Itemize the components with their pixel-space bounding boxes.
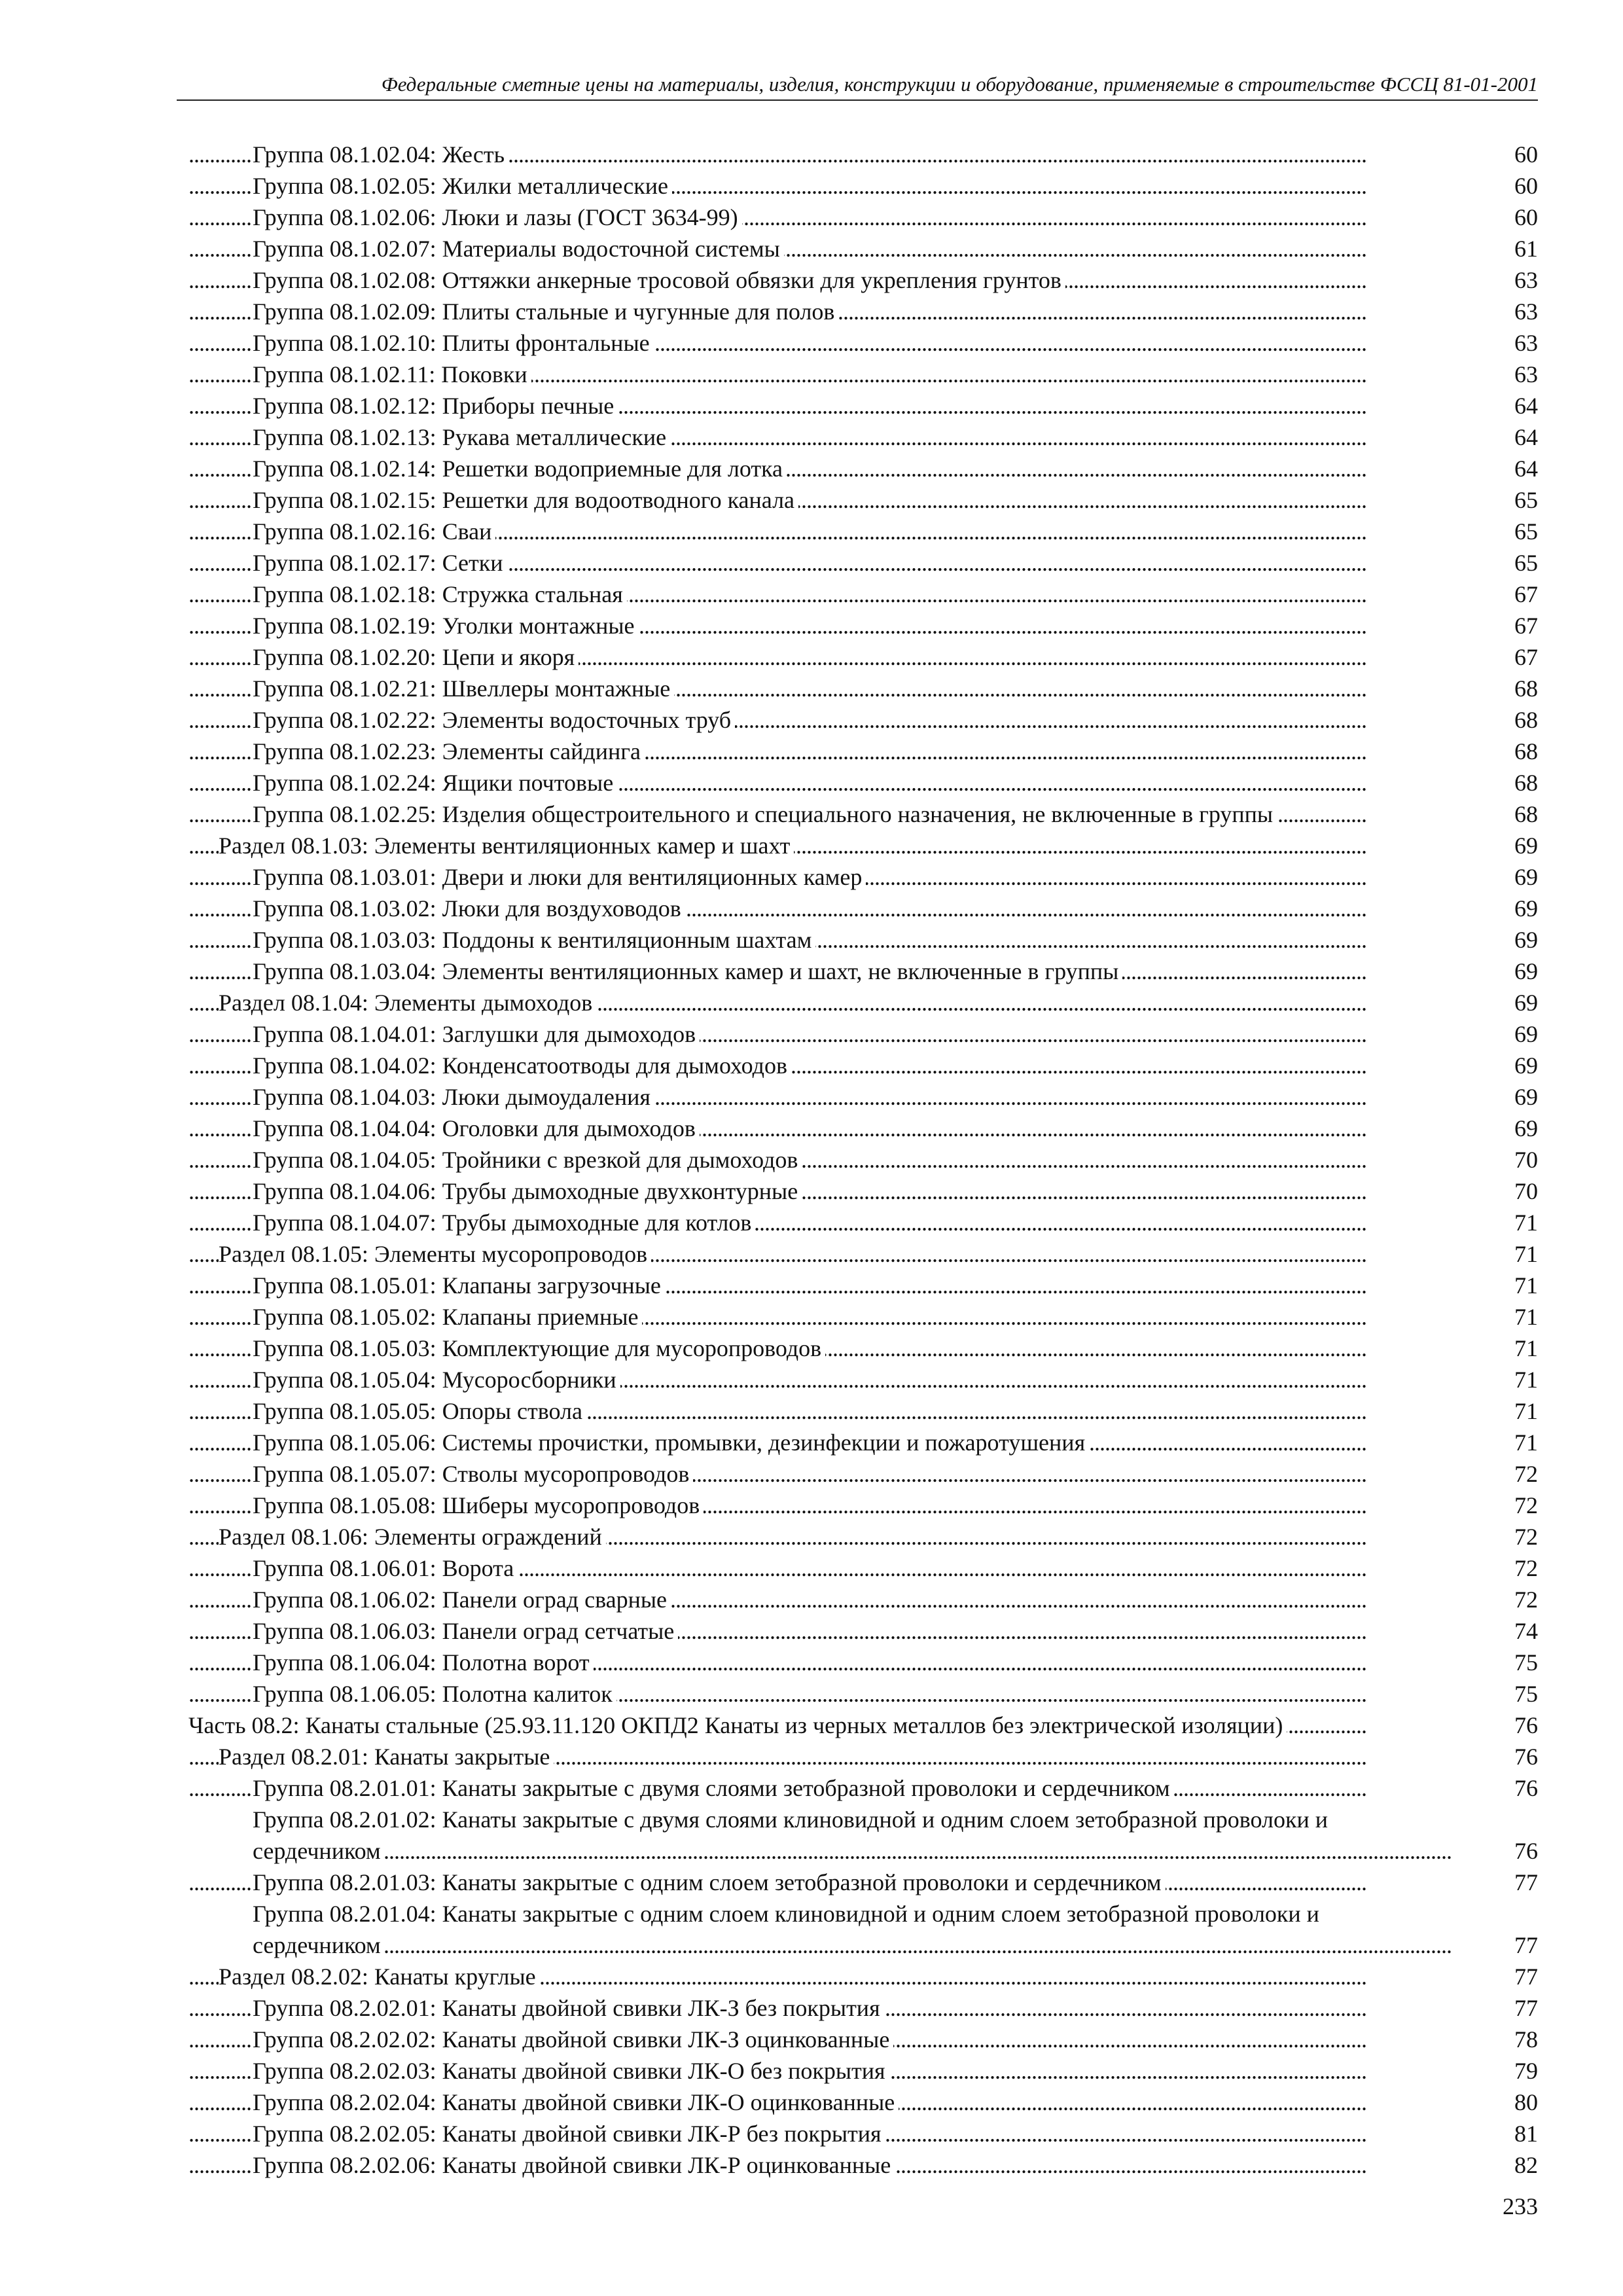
toc-entry[interactable] [188, 704, 1538, 736]
toc-entry-page: 60 [1510, 170, 1538, 202]
toc-entry-label: Группа 08.2.01.01: Канаты закрытые с двумя слоями зетобразной проволоки и сердечником [253, 1775, 1174, 1801]
toc-entry[interactable] [188, 767, 1538, 798]
toc-entry-label: Группа 08.1.05.02: Клапаны приемные [253, 1304, 642, 1330]
toc-entry-page: 72 [1510, 1584, 1538, 1615]
toc-entry-page: 68 [1510, 736, 1538, 767]
toc-entry-label: Группа 08.1.06.03: Панели оград сетчатые [253, 1618, 678, 1644]
toc-entry[interactable] [188, 516, 1538, 547]
toc-entry-page: 63 [1510, 296, 1538, 327]
toc-entry[interactable] [188, 736, 1538, 767]
toc-entry[interactable] [188, 1992, 1538, 2024]
toc-entry[interactable] [188, 1050, 1538, 1081]
toc-entry-page: 63 [1510, 359, 1538, 390]
toc-entry-page: 64 [1510, 422, 1538, 453]
toc-entry-label: Группа 08.1.04.02: Конденсатоотводы для дымоходов [253, 1052, 791, 1079]
toc-entry-label: Группа 08.1.05.04: Мусоросборники [253, 1367, 620, 1393]
toc-entry-page: 65 [1510, 484, 1538, 516]
toc-entry-label: Группа 08.1.06.01: Ворота [253, 1555, 518, 1581]
toc-entry[interactable] [188, 453, 1538, 484]
toc-entry[interactable] [188, 1270, 1538, 1301]
running-header: Федеральные сметные цены на материалы, изделия, конструкции и оборудование, применяемые в строительстве ФССЦ 81-01-2001 [381, 73, 1538, 96]
toc-entry-label: Группа 08.1.04.06: Трубы дымоходные двухконтурные [253, 1178, 802, 1204]
toc-entry-label: Группа 08.1.04.07: Трубы дымоходные для котлов [253, 1210, 755, 1236]
toc-entry-label: Раздел 08.1.05: Элементы мусоропроводов [219, 1241, 651, 1267]
toc-entry-page: 69 [1510, 924, 1538, 956]
toc-entry[interactable] [188, 202, 1538, 233]
page-number: 233 [1503, 2193, 1538, 2219]
toc-entry-page: 67 [1510, 610, 1538, 641]
toc-entry[interactable] [188, 641, 1538, 673]
toc-entry[interactable] [188, 861, 1538, 893]
toc-entry-page: 82 [1510, 2149, 1538, 2181]
toc-entry-page: 77 [1510, 1929, 1538, 1961]
toc-entry-page: 68 [1510, 673, 1538, 704]
toc-entry-label: Группа 08.1.02.04: Жесть [253, 141, 508, 168]
toc-entry-label: Группа 08.1.02.16: Сваи [253, 518, 495, 545]
toc-entry-label-continued: сердечником [253, 1932, 385, 1958]
toc-entry-label: Раздел 08.1.04: Элементы дымоходов [219, 990, 596, 1016]
toc-entry[interactable] [188, 2149, 1538, 2181]
toc-entry-label: Группа 08.1.05.01: Клапаны загрузочные [253, 1272, 665, 1299]
toc-entry-page: 65 [1510, 547, 1538, 579]
toc-entry-label: Группа 08.1.02.24: Ящики почтовые [253, 770, 617, 796]
toc-entry-label: Раздел 08.2.01: Канаты закрытые [219, 1744, 554, 1770]
toc-entry-label: Группа 08.1.02.10: Плиты фронтальные [253, 330, 654, 356]
toc-entry-label: Группа 08.2.01.02: Канаты закрытые с двумя слоями клиновидной и одним слоем зетобразной проволоки и [253, 1806, 1329, 1833]
toc-entry[interactable] [188, 2118, 1538, 2149]
toc-entry-label: Группа 08.1.06.02: Панели оград сварные [253, 1587, 671, 1613]
toc-entry-label: Группа 08.2.02.04: Канаты двойной свивки ЛК-О оцинкованные [253, 2089, 899, 2115]
toc-entry-page: 69 [1510, 830, 1538, 861]
toc-entry-page: 64 [1510, 390, 1538, 422]
toc-entry-page: 71 [1510, 1333, 1538, 1364]
toc-entry-label: Группа 08.1.02.25: Изделия общестроительного и специального назначения, не включенные в группы [253, 801, 1277, 827]
toc-entry-page: 63 [1510, 327, 1538, 359]
toc-entry[interactable] [188, 1395, 1538, 1427]
toc-entry-page: 81 [1510, 2118, 1538, 2149]
toc-entry-page: 69 [1510, 987, 1538, 1018]
toc-entry[interactable] [188, 798, 1538, 830]
toc-entry-page: 61 [1510, 233, 1538, 264]
toc-entry[interactable] [188, 1584, 1538, 1615]
toc-entry-label: Группа 08.1.02.19: Уголки монтажные [253, 613, 639, 639]
toc-entry[interactable] [188, 956, 1538, 987]
toc-entry-page: 76 [1510, 1772, 1538, 1804]
toc-entry-page: 69 [1510, 1050, 1538, 1081]
toc-entry-label: Группа 08.1.03.01: Двери и люки для вентиляционных камер [253, 864, 866, 890]
toc-entry[interactable] [188, 1458, 1538, 1490]
toc-entry-label: Группа 08.1.04.04: Оголовки для дымоходов [253, 1115, 700, 1141]
toc-entry-page: 68 [1510, 767, 1538, 798]
toc-entry-label-continued: сердечником [253, 1838, 385, 1864]
toc-entry[interactable] [188, 1427, 1538, 1458]
toc-entry[interactable] [188, 610, 1538, 641]
toc-entry-label: Группа 08.2.02.06: Канаты двойной свивки ЛК-Р оцинкованные [253, 2152, 895, 2178]
toc-entry-page: 76 [1510, 1835, 1538, 1867]
toc-entry-page: 79 [1510, 2055, 1538, 2087]
toc-entry-label: Группа 08.2.02.05: Канаты двойной свивки ЛК-Р без покрытия [253, 2121, 885, 2147]
toc-entry-page: 69 [1510, 1081, 1538, 1113]
toc-entry[interactable] [188, 422, 1538, 453]
toc-entry[interactable] [188, 547, 1538, 579]
toc-entry-page: 70 [1510, 1144, 1538, 1175]
toc-entry-page: 74 [1510, 1615, 1538, 1647]
toc-entry-page: 65 [1510, 516, 1538, 547]
toc-entry-label: Группа 08.1.02.05: Жилки металлические [253, 173, 672, 199]
toc-entry-label: Группа 08.1.05.06: Системы прочистки, промывки, дезинфекции и пожаротушения [253, 1429, 1089, 1456]
toc-entry[interactable] [188, 1521, 1538, 1552]
toc-entry[interactable] [188, 1678, 1538, 1710]
toc-entry-page: 77 [1510, 1867, 1538, 1898]
toc-entry-label: Группа 08.2.02.03: Канаты двойной свивки ЛК-О без покрытия [253, 2058, 889, 2084]
toc-entry-label: Группа 08.1.02.07: Материалы водосточной системы [253, 236, 784, 262]
toc-entry-page: 72 [1510, 1458, 1538, 1490]
toc-entry[interactable] [188, 264, 1538, 296]
header-rule [177, 99, 1538, 101]
toc-entry[interactable] [188, 1867, 1538, 1898]
toc-entry[interactable] [188, 830, 1538, 861]
toc-entry-label: Группа 08.1.02.12: Приборы печные [253, 393, 618, 419]
table-of-contents [188, 139, 1538, 2181]
toc-entry-label: Группа 08.2.02.01: Канаты двойной свивки ЛК-З без покрытия [253, 1995, 884, 2021]
toc-entry[interactable] [188, 673, 1538, 704]
toc-entry[interactable] [188, 1144, 1538, 1175]
toc-entry[interactable] [188, 1301, 1538, 1333]
toc-entry-page: 69 [1510, 956, 1538, 987]
toc-entry[interactable] [188, 390, 1538, 422]
toc-entry-page: 60 [1510, 202, 1538, 233]
toc-entry-page: 69 [1510, 1113, 1538, 1144]
toc-entry-page: 63 [1510, 264, 1538, 296]
toc-entry-page: 67 [1510, 641, 1538, 673]
toc-entry-label: Группа 08.1.02.09: Плиты стальные и чугунные для полов [253, 298, 838, 325]
toc-entry[interactable] [188, 1081, 1538, 1113]
toc-entry-label: Группа 08.1.05.05: Опоры ствола [253, 1398, 586, 1424]
toc-entry-page: 71 [1510, 1427, 1538, 1458]
toc-entry-label: Группа 08.1.05.07: Стволы мусоропроводов [253, 1461, 693, 1487]
toc-entry-page: 71 [1510, 1364, 1538, 1395]
toc-entry[interactable] [188, 2055, 1538, 2087]
toc-entry[interactable] [188, 1552, 1538, 1584]
toc-entry-label: Группа 08.1.04.05: Тройники с врезкой для дымоходов [253, 1147, 802, 1173]
toc-entry[interactable] [188, 484, 1538, 516]
toc-entry-page: 64 [1510, 453, 1538, 484]
toc-entry-label: Группа 08.1.05.08: Шиберы мусоропроводов [253, 1492, 704, 1518]
toc-entry-page: 75 [1510, 1678, 1538, 1710]
toc-entry-page: 71 [1510, 1238, 1538, 1270]
toc-entry[interactable] [188, 1615, 1538, 1647]
toc-entry-label: Группа 08.1.02.20: Цепи и якоря [253, 644, 579, 670]
toc-entry[interactable] [188, 359, 1538, 390]
toc-entry[interactable] [188, 1898, 1538, 1961]
toc-entry[interactable] [188, 1647, 1538, 1678]
toc-entry[interactable] [188, 1238, 1538, 1270]
toc-entry-page: 69 [1510, 893, 1538, 924]
toc-entry-page: 72 [1510, 1552, 1538, 1584]
toc-entry-label: Группа 08.2.01.03: Канаты закрытые с одним слоем зетобразной проволоки и сердечником [253, 1869, 1166, 1895]
toc-entry-page: 77 [1510, 1992, 1538, 2024]
toc-entry-label: Группа 08.1.06.04: Полотна ворот [253, 1649, 594, 1676]
toc-entry-label: Группа 08.1.02.23: Элементы сайдинга [253, 738, 645, 764]
toc-entry-page: 69 [1510, 861, 1538, 893]
toc-entry-page: 68 [1510, 798, 1538, 830]
toc-entry[interactable] [188, 579, 1538, 610]
toc-entry-page: 76 [1510, 1710, 1538, 1741]
toc-entry-page: 71 [1510, 1207, 1538, 1238]
toc-entry[interactable] [188, 893, 1538, 924]
toc-entry[interactable] [188, 924, 1538, 956]
toc-entry-page: 76 [1510, 1741, 1538, 1772]
toc-entry-label: Группа 08.1.03.03: Поддоны к вентиляционным шахтам [253, 927, 815, 953]
toc-entry-label: Группа 08.1.04.03: Люки дымоудаления [253, 1084, 654, 1110]
toc-entry-label: Часть 08.2: Канаты стальные (25.93.11.120 ОКПД2 Канаты из черных металлов без электрической изоляции) [188, 1712, 1287, 1738]
toc-entry[interactable] [188, 1207, 1538, 1238]
toc-entry[interactable] [188, 1333, 1538, 1364]
toc-entry-label: Группа 08.2.02.02: Канаты двойной свивки ЛК-З оцинкованные [253, 2026, 893, 2053]
toc-entry[interactable] [188, 1113, 1538, 1144]
toc-entry-page: 77 [1510, 1961, 1538, 1992]
toc-entry-page: 71 [1510, 1270, 1538, 1301]
toc-entry-label: Группа 08.1.04.01: Заглушки для дымоходов [253, 1021, 700, 1047]
toc-entry[interactable] [188, 987, 1538, 1018]
toc-entry[interactable] [188, 1804, 1538, 1867]
toc-entry-page: 68 [1510, 704, 1538, 736]
toc-entry[interactable] [188, 1490, 1538, 1521]
toc-entry-page: 80 [1510, 2087, 1538, 2118]
toc-entry[interactable] [188, 2024, 1538, 2055]
toc-entry[interactable] [188, 1364, 1538, 1395]
toc-entry-label: Группа 08.1.02.14: Решетки водоприемные для лотка [253, 456, 787, 482]
toc-entry-label: Раздел 08.2.02: Канаты круглые [219, 1964, 540, 1990]
toc-entry-page: 72 [1510, 1521, 1538, 1552]
toc-entry[interactable] [188, 139, 1538, 170]
toc-entry-label: Группа 08.1.06.05: Полотна калиток [253, 1681, 616, 1707]
toc-entry[interactable] [188, 327, 1538, 359]
toc-entry-page: 75 [1510, 1647, 1538, 1678]
toc-entry-label: Группа 08.1.02.13: Рукава металлические [253, 424, 670, 450]
toc-entry-page: 60 [1510, 139, 1538, 170]
toc-entry-label: Группа 08.2.01.04: Канаты закрытые с одним слоем клиновидной и одним слоем зетобразной проволоки и [253, 1901, 1319, 1927]
toc-entry-page: 69 [1510, 1018, 1538, 1050]
toc-entry-page: 71 [1510, 1301, 1538, 1333]
toc-entry-label: Группа 08.1.05.03: Комплектующие для мусоропроводов [253, 1335, 825, 1361]
toc-entry-label: Группа 08.1.02.06: Люки и лазы (ГОСТ 3634-99) [253, 204, 742, 230]
toc-entry[interactable] [188, 296, 1538, 327]
toc-entry[interactable] [188, 1710, 1538, 1741]
toc-entry-page: 78 [1510, 2024, 1538, 2055]
toc-entry-label: Раздел 08.1.06: Элементы ограждений [219, 1524, 606, 1550]
toc-entry-page: 71 [1510, 1395, 1538, 1427]
toc-entry[interactable] [188, 1018, 1538, 1050]
toc-entry[interactable] [188, 170, 1538, 202]
toc-entry[interactable] [188, 1772, 1538, 1804]
toc-entry-label: Группа 08.1.02.08: Оттяжки анкерные тросовой обвязки для укрепления грунтов [253, 267, 1065, 293]
toc-entry-label: Группа 08.1.02.18: Стружка стальная [253, 581, 627, 607]
toc-entry-label: Группа 08.1.03.02: Люки для воздуховодов [253, 895, 685, 922]
toc-entry[interactable] [188, 233, 1538, 264]
toc-entry-label: Группа 08.1.03.04: Элементы вентиляционных камер и шахт, не включенные в группы [253, 958, 1122, 984]
toc-entry-label: Группа 08.1.02.17: Сетки [253, 550, 507, 576]
toc-entry[interactable] [188, 1175, 1538, 1207]
toc-entry[interactable] [188, 1741, 1538, 1772]
toc-entry-page: 70 [1510, 1175, 1538, 1207]
toc-entry-page: 72 [1510, 1490, 1538, 1521]
toc-entry[interactable] [188, 1961, 1538, 1992]
toc-entry-label: Группа 08.1.02.21: Швеллеры монтажные [253, 675, 674, 702]
toc-entry-label: Группа 08.1.02.15: Решетки для водоотводного канала [253, 487, 798, 513]
toc-entry[interactable] [188, 2087, 1538, 2118]
toc-entry-label: Раздел 08.1.03: Элементы вентиляционных камер и шахт [219, 833, 794, 859]
toc-entry-label: Группа 08.1.02.11: Поковки [253, 361, 531, 387]
toc-entry-page: 67 [1510, 579, 1538, 610]
toc-entry-label: Группа 08.1.02.22: Элементы водосточных труб [253, 707, 735, 733]
